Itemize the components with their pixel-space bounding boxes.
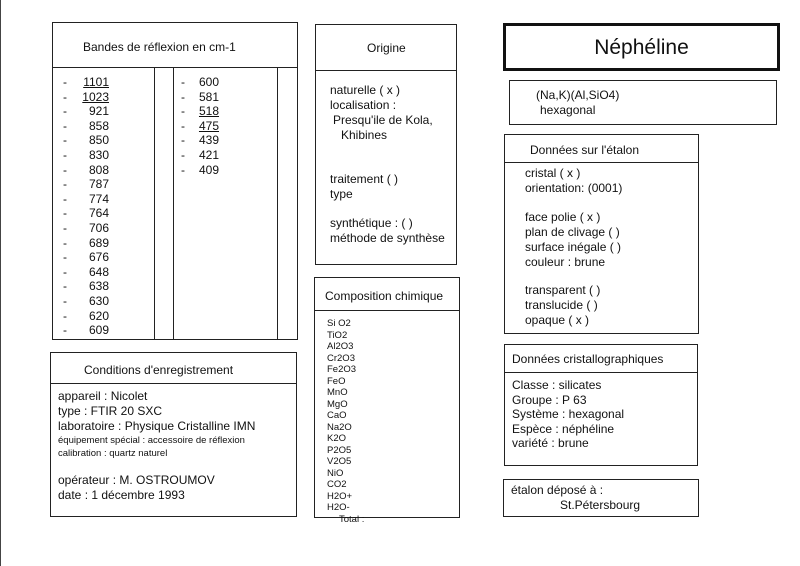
laboratoire-line: laboratoire : Physique Cristalline IMN xyxy=(58,419,256,433)
etalon-line: surface inégale ( ) xyxy=(525,240,622,254)
etalon-line: cristal ( x ) xyxy=(525,166,581,180)
composition-item: P2O5 xyxy=(327,444,352,456)
composition-item: NiO xyxy=(327,467,344,479)
origine-line: Presqu'ile de Kola, xyxy=(333,113,433,127)
composition-item: CaO xyxy=(327,410,347,421)
cristallo-line: Groupe : P 63 xyxy=(512,392,587,407)
band-value: 518 xyxy=(198,104,219,119)
bandes-title: Bandes de réflexion en cm-1 xyxy=(83,40,236,54)
cristallo-panel xyxy=(504,344,698,466)
band-dash: - xyxy=(63,308,67,323)
conditions-title: Conditions d'enregistrement xyxy=(84,363,234,377)
etalon-line: opaque ( x ) xyxy=(525,313,590,327)
crystal-system: hexagonal xyxy=(540,103,596,117)
composition-item: CO2 xyxy=(327,479,347,490)
bandes-panel xyxy=(52,22,298,340)
band-value: 689 xyxy=(88,235,109,250)
band-dash: - xyxy=(181,104,185,119)
band-dash: - xyxy=(63,133,67,148)
etalon-line: face polie ( x ) xyxy=(525,210,601,224)
cristallo-line: Système : hexagonal xyxy=(512,407,625,422)
band-dash: - xyxy=(181,118,185,133)
calibration-line: calibration : quartz naturel xyxy=(58,448,168,459)
band-dash: - xyxy=(63,264,67,279)
composition-item: V2O5 xyxy=(327,456,352,467)
band-value: 648 xyxy=(88,264,109,279)
band-value: 850 xyxy=(88,133,109,148)
composition-item: Cr2O3 xyxy=(327,352,355,364)
conditions-header xyxy=(51,353,296,384)
composition-header xyxy=(315,278,459,311)
origine-line: type xyxy=(330,187,353,201)
composition-title: Composition chimique xyxy=(325,289,444,303)
band-value: 600 xyxy=(198,75,219,89)
composition-item: Fe2O3 xyxy=(327,364,357,375)
band-dash: - xyxy=(181,162,185,177)
band-dash: - xyxy=(63,235,67,250)
band-dash: - xyxy=(63,177,67,192)
composition-item: MgO xyxy=(327,398,348,410)
band-value: 676 xyxy=(88,250,109,265)
band-dash: - xyxy=(63,148,67,162)
composition-item: MnO xyxy=(327,387,348,398)
band-dash: - xyxy=(63,250,67,265)
etalon-line: translucide ( ) xyxy=(525,298,598,312)
band-dash: - xyxy=(63,323,67,338)
origine-line: méthode de synthèse xyxy=(330,231,445,245)
composition-item: FeO xyxy=(327,375,346,387)
band-dash: - xyxy=(63,104,67,119)
mineral-name: Néphéline xyxy=(594,36,689,59)
composition-item: K2O xyxy=(327,433,347,444)
origine-panel xyxy=(315,24,457,265)
band-dash: - xyxy=(63,75,67,89)
composition-item: H2O- xyxy=(327,502,350,513)
band-value: 1101 xyxy=(83,75,109,89)
origine-header xyxy=(316,25,456,71)
type-line: type : FTIR 20 SXC xyxy=(58,404,163,418)
band-value: 764 xyxy=(88,206,109,221)
cristallo-line: variété : brune xyxy=(512,436,589,451)
bandes-header xyxy=(53,23,297,68)
etalon-title: Données sur l'étalon xyxy=(530,143,640,157)
etalon-line: plan de clivage ( ) xyxy=(525,225,620,239)
origine-line: traitement ( ) xyxy=(330,172,399,186)
band-value: 706 xyxy=(88,221,109,235)
band-dash: - xyxy=(63,221,67,235)
band-value: 421 xyxy=(198,148,219,162)
depot-panel xyxy=(503,479,699,517)
band-dash: - xyxy=(63,89,67,104)
band-dash: - xyxy=(63,279,67,294)
origine-line: localisation : xyxy=(330,98,397,112)
band-value: 475 xyxy=(198,118,219,133)
etalon-line: orientation: (0001) xyxy=(525,181,623,195)
date-line: date : 1 décembre 1993 xyxy=(58,488,185,502)
etalon-panel xyxy=(504,134,699,334)
composition-item: TiO2 xyxy=(327,329,348,341)
origine-line: naturelle ( x ) xyxy=(330,83,401,97)
origine-line: Khibines xyxy=(341,128,388,142)
etalon-line: couleur : brune xyxy=(525,255,606,269)
cristallo-title: Données cristallographiques xyxy=(512,352,664,366)
depot-label: étalon déposé à : xyxy=(511,483,604,497)
composition-total: Total : xyxy=(339,513,365,525)
band-value: 581 xyxy=(198,89,219,104)
appareil-line: appareil : Nicolet xyxy=(58,389,148,403)
band-value: 774 xyxy=(88,191,109,206)
cristallo-line: Classe : silicates xyxy=(512,378,602,392)
mineral-name-box xyxy=(503,23,780,71)
origine-title: Origine xyxy=(367,41,406,55)
composition-item: H2O+ xyxy=(327,490,353,502)
equipement-line: équipement spécial : accessoire de réflexion xyxy=(58,435,245,446)
band-dash: - xyxy=(181,148,185,162)
formula-box xyxy=(509,80,777,125)
col-divider xyxy=(277,67,278,339)
band-value: 439 xyxy=(198,133,219,148)
cristallo-line: Espèce : néphéline xyxy=(512,421,615,436)
origine-line: synthétique : ( ) xyxy=(330,216,413,230)
band-dash: - xyxy=(181,75,185,89)
band-value: 921 xyxy=(88,104,109,119)
band-value: 409 xyxy=(198,162,219,177)
band-dash: - xyxy=(63,191,67,206)
band-value: 808 xyxy=(88,162,109,177)
band-dash: - xyxy=(181,89,185,104)
band-dash: - xyxy=(63,206,67,221)
composition-item: Al2O3 xyxy=(327,341,354,352)
band-dash: - xyxy=(181,133,185,148)
band-value: 620 xyxy=(88,308,109,323)
composition-item: Na2O xyxy=(327,421,352,433)
etalon-line: transparent ( ) xyxy=(525,283,601,297)
composition-item: Si O2 xyxy=(327,318,351,329)
band-value: 830 xyxy=(88,148,109,162)
operateur-line: opérateur : M. OSTROUMOV xyxy=(58,473,215,487)
band-value: 630 xyxy=(88,294,109,308)
etalon-header xyxy=(505,135,698,163)
band-value: 638 xyxy=(88,279,109,294)
cristallo-header xyxy=(505,345,697,373)
band-value: 858 xyxy=(88,118,109,133)
conditions-panel xyxy=(50,352,297,517)
depot-place: St.Pétersbourg xyxy=(560,498,641,512)
page-left-edge xyxy=(0,0,1,566)
band-value: 787 xyxy=(88,177,109,192)
band-value: 609 xyxy=(88,323,109,338)
band-dash: - xyxy=(63,118,67,133)
band-dash: - xyxy=(63,162,67,177)
chemical-formula: (Na,K)(Al,SiO4) xyxy=(536,88,620,102)
band-value: 1023 xyxy=(82,89,109,104)
col-divider xyxy=(154,67,155,339)
band-dash: - xyxy=(63,294,67,308)
col-divider xyxy=(173,67,174,339)
composition-panel xyxy=(314,277,460,525)
